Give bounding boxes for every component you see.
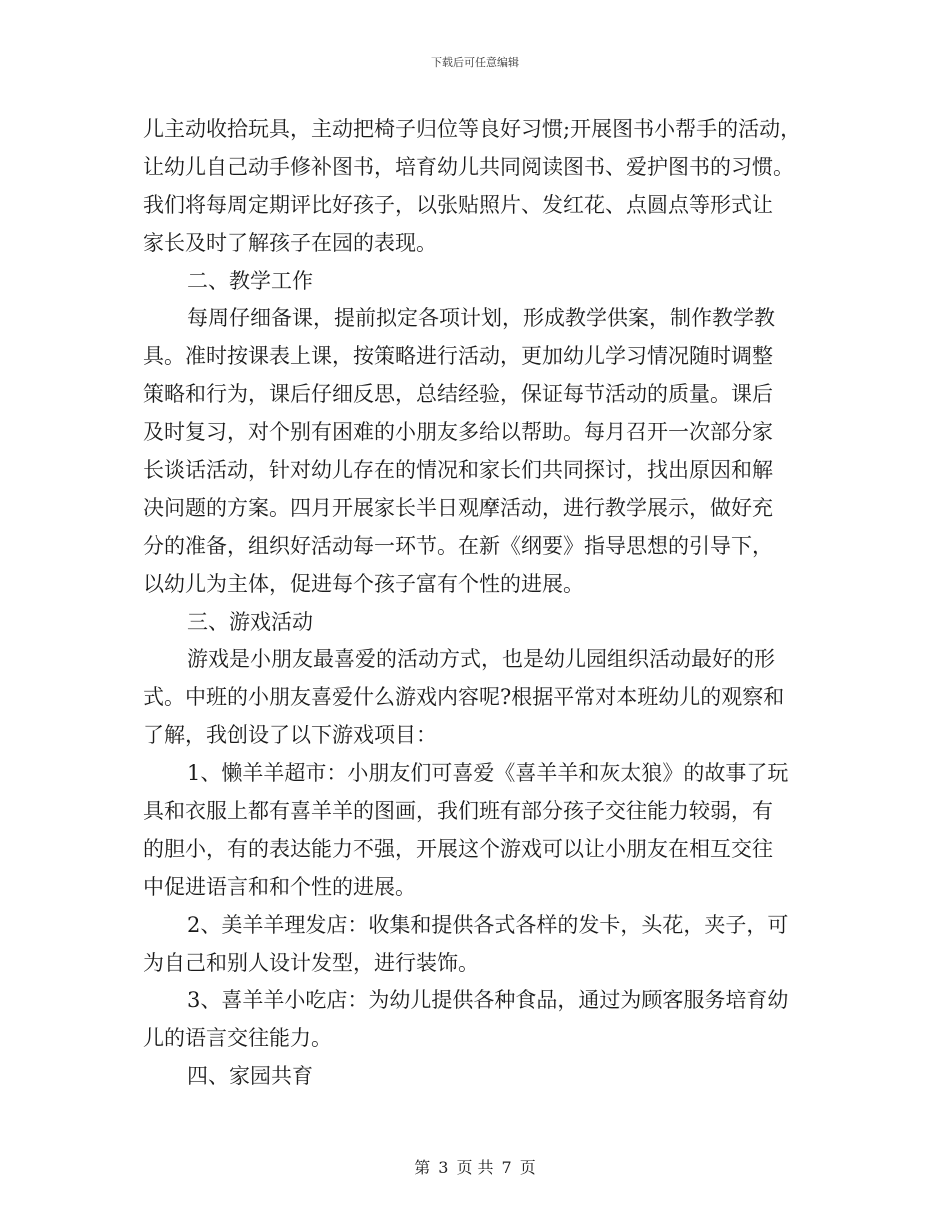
text-line: 中促进语言和和个性的进展。 bbox=[143, 874, 416, 899]
text-line: 的胆小，有的表达能力不强，开展这个游戏可以让小朋友在相互交往 bbox=[143, 836, 773, 861]
text-line: 1、懒羊羊超市：小朋友们可喜爱《喜羊羊和灰太狼》的故事了玩 bbox=[187, 761, 789, 786]
footer-suffix: 页 bbox=[519, 1158, 536, 1177]
footer-mid: 页 共 bbox=[456, 1158, 494, 1177]
text-line: 以幼儿为主体，促进每个孩子富有个性的进展。 bbox=[143, 571, 584, 596]
text-line: 儿的语言交往能力。 bbox=[143, 1026, 332, 1051]
text-line: 长谈话活动，针对幼儿存在的情况和家长们共同探讨，找出原因和解 bbox=[143, 458, 773, 483]
text-line: 儿主动收拾玩具，主动把椅子归位等良好习惯;开展图书小帮手的活动， bbox=[143, 117, 802, 141]
text-line: 四、家园共育 bbox=[187, 1064, 313, 1089]
text-line: 分的准备，组织好活动每一环节。在新《纲要》指导思想的引导下， bbox=[143, 533, 773, 558]
text-line: 三、游戏活动 bbox=[187, 609, 313, 634]
text-line: 每周仔细备课，提前拟定各项计划，形成教学供案，制作教学教 bbox=[187, 306, 775, 331]
text-line: 具和衣服上都有喜羊羊的图画，我们班有部分孩子交往能力较弱，有 bbox=[143, 799, 773, 824]
text-line: 为自己和别人设计发型，进行装饰。 bbox=[143, 950, 479, 975]
footer-page-number: 3 bbox=[438, 1158, 449, 1177]
text-line: 游戏是小朋友最喜爱的活动方式，也是幼儿园组织活动最好的形 bbox=[187, 647, 775, 672]
text-line: 2、美羊羊理发店：收集和提供各式各样的发卡，头花，夹子，可 bbox=[187, 912, 789, 937]
text-line: 让幼儿自己动手修补图书，培育幼儿共同阅读图书、爱护图书的习惯。 bbox=[143, 154, 794, 179]
text-line: 决问题的方案。四月开展家长半日观摩活动，进行教学展示，做好充 bbox=[143, 495, 773, 520]
page-header: 下载后可任意编辑 bbox=[431, 56, 519, 69]
footer-prefix: 第 bbox=[414, 1158, 431, 1177]
text-line: 家长及时了解孩子在园的表现。 bbox=[143, 230, 437, 255]
footer-total-pages: 7 bbox=[501, 1158, 512, 1177]
text-line: 具。准时按课表上课，按策略进行活动，更加幼儿学习情况随时调整 bbox=[143, 344, 773, 369]
text-line: 及时复习，对个别有困难的小朋友多给以帮助。每月召开一次部分家 bbox=[143, 420, 773, 445]
text-line: 了解，我创设了以下游戏项目： bbox=[143, 723, 437, 748]
text-line: 式。中班的小朋友喜爱什么游戏内容呢?根据平常对本班幼儿的观察和 bbox=[143, 685, 785, 710]
text-line: 3、喜羊羊小吃店：为幼儿提供各种食品，通过为顾客服务培育幼 bbox=[187, 988, 789, 1013]
text-line: 二、教学工作 bbox=[187, 268, 313, 293]
text-line: 策略和行为，课后仔细反思，总结经验，保证每节活动的质量。课后 bbox=[143, 382, 773, 407]
text-line: 我们将每周定期评比好孩子，以张贴照片、发红花、点圆点等形式让 bbox=[143, 192, 773, 217]
document-body bbox=[143, 111, 823, 1096]
page-footer bbox=[0, 1155, 950, 1178]
